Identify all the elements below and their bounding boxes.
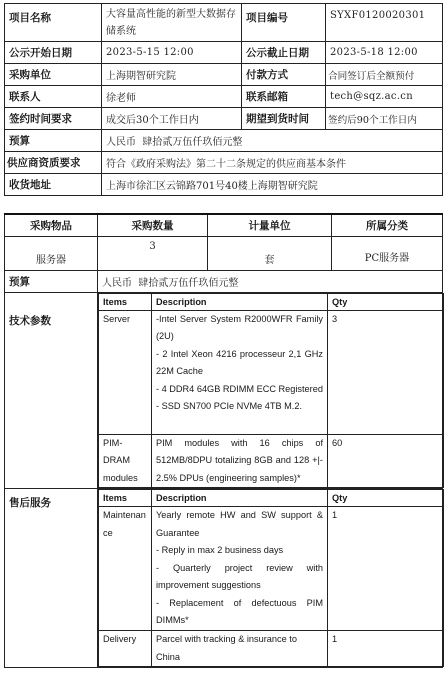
buyer-value: 上海期智研究院 bbox=[102, 64, 242, 86]
table-row-item: PIM-DRAM modules bbox=[99, 434, 152, 488]
tech-desc-header: Description bbox=[152, 293, 328, 310]
table-row-qty: 3 bbox=[328, 310, 444, 434]
table-row-desc: Parcel with tracking & insurance to China bbox=[152, 631, 328, 667]
address-label: 收货地址 bbox=[5, 174, 102, 196]
table-row-qty: 60 bbox=[328, 434, 444, 488]
tech-items-header: Items bbox=[99, 293, 152, 310]
publish-start-value: 2023-5-15 12:00 bbox=[102, 42, 242, 64]
after-sales-table bbox=[98, 489, 444, 667]
payment-label: 付款方式 bbox=[242, 64, 326, 86]
service-items-header: Items bbox=[99, 490, 152, 507]
item-qty: 3 bbox=[98, 236, 208, 270]
qualification-value: 符合《政府采购法》第二十二条规定的供应商基本条件 bbox=[102, 152, 443, 174]
contact-value: 徐老师 bbox=[102, 86, 242, 108]
col-category-header: 所属分类 bbox=[332, 214, 443, 236]
col-unit-header: 计量单位 bbox=[208, 214, 332, 236]
project-name-value: 大容量高性能的新型大数据存储系统 bbox=[102, 4, 242, 42]
col-qty-header: 采购数量 bbox=[98, 214, 208, 236]
buyer-label: 采购单位 bbox=[5, 64, 102, 86]
email-value: tech@sqz.ac.cn bbox=[326, 86, 443, 108]
table-row-item: Maintenance bbox=[99, 507, 152, 631]
payment-value: 合同签订后全额预付 bbox=[326, 64, 443, 86]
service-desc-header: Description bbox=[152, 490, 328, 507]
budget-value: 人民币 肆拾贰万伍仟玖佰元整 bbox=[102, 130, 443, 152]
publish-start-label: 公示开始日期 bbox=[5, 42, 102, 64]
tech-qty-header: Qty bbox=[328, 293, 444, 310]
project-name-label: 项目名称 bbox=[5, 4, 102, 42]
delivery-time-label: 期望到货时间 bbox=[242, 108, 326, 130]
email-label: 联系邮箱 bbox=[242, 86, 326, 108]
service-qty-header: Qty bbox=[328, 490, 444, 507]
tech-params-table bbox=[98, 293, 444, 489]
budget-label: 预算 bbox=[5, 130, 102, 152]
after-sales-cell bbox=[98, 489, 443, 668]
item-unit: 套 bbox=[208, 236, 332, 270]
project-info-table bbox=[4, 3, 443, 196]
publish-end-label: 公示截止日期 bbox=[242, 42, 326, 64]
qualification-label: 供应商资质要求 bbox=[5, 152, 102, 174]
table-row-desc: Yearly remote HW and SW support & Guarantee - Reply in max 2 business days - Quarterly project review with improvement suggestions - Replacement of defectuous PIM DIMMs* bbox=[152, 507, 328, 631]
item-name: 服务器 bbox=[5, 236, 98, 270]
items-budget-value: 人民币 肆拾贰万伍仟玖佰元整 bbox=[98, 270, 443, 292]
table-row-desc: PIM modules with 16 chips of 512MB/8DPU totalizing 8GB and 128 +|- 2.5% DPUs (engineering samples)* bbox=[152, 434, 328, 488]
procurement-items-table bbox=[4, 213, 443, 668]
publish-end-value: 2023-5-18 12:00 bbox=[326, 42, 443, 64]
table-row-qty: 1 bbox=[328, 507, 444, 631]
sign-time-value: 成交后30个工作日内 bbox=[102, 108, 242, 130]
col-item-header: 采购物品 bbox=[5, 214, 98, 236]
table-row-desc: -Intel Server System R2000WFR Family (2U) - 2 Intel Xeon 4216 processeur 2,1 GHz 22M Cache - 4 DDR4 64GB RDIMM ECC Registered - SSD SN700 PCIe NVMe 4TB M.2. bbox=[152, 310, 328, 434]
tech-params-cell bbox=[98, 292, 443, 489]
sign-time-label: 签约时间要求 bbox=[5, 108, 102, 130]
project-no-label: 项目编号 bbox=[242, 4, 326, 42]
project-no-value: SYXF0120020301 bbox=[326, 4, 443, 42]
delivery-time-value: 签约后90个工作日内 bbox=[326, 108, 443, 130]
tech-params-label: 技术参数 bbox=[5, 292, 98, 489]
after-sales-label: 售后服务 bbox=[5, 489, 98, 668]
item-category: PC服务器 bbox=[332, 236, 443, 270]
items-budget-label: 预算 bbox=[5, 270, 98, 292]
table-row-item: Server bbox=[99, 310, 152, 434]
address-value: 上海市徐汇区云锦路701号40楼上海期智研究院 bbox=[102, 174, 443, 196]
table-row-qty: 1 bbox=[328, 631, 444, 667]
table-row-item: Delivery bbox=[99, 631, 152, 667]
contact-label: 联系人 bbox=[5, 86, 102, 108]
